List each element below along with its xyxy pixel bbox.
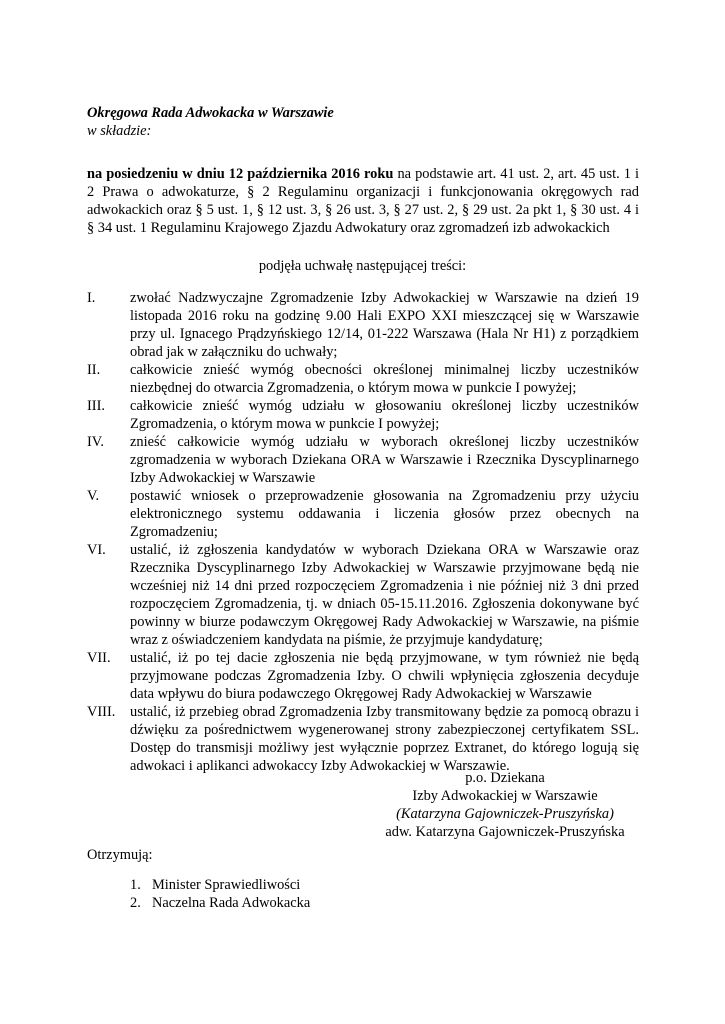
meeting-date: na posiedzeniu w dniu 12 października 2016 roku	[87, 166, 394, 182]
recipients-list	[130, 876, 310, 912]
list-item	[87, 649, 639, 703]
intro-paragraph	[87, 165, 639, 237]
item-number: VI.	[87, 542, 106, 558]
item-text: zwołać Nadzwyczajne Zgromadzenie Izby Adwokackiej w Warszawie na dzień 19 listopada 2016 roku na godzinę 9.00 Hali EXPO XXI mieszczącej się w Warszawie przy ul. Ignacego Prądzyńskiego 12/14, 01-222 Warszawa (Hala Nr H1) z porządkiem obrad jak w załączniku do uchwały;	[130, 290, 639, 360]
item-number: II.	[87, 362, 101, 378]
recipient-number: 1.	[130, 877, 141, 893]
item-text: całkowicie znieść wymóg udziału w głosowaniu określonej liczby uczestników Zgromadzenia, o którym mowa w punkcie I powyżej;	[130, 398, 639, 432]
item-number: VIII.	[87, 704, 116, 720]
recipient-name: Naczelna Rada Adwokacka	[152, 895, 311, 911]
resolution-heading: podjęła uchwałę następującej treści:	[258, 258, 467, 274]
list-item	[130, 876, 310, 894]
signature-org: Izby Adwokackiej w Warszawie	[412, 788, 598, 804]
list-item	[87, 703, 639, 775]
list-item	[87, 487, 639, 541]
signature-title: p.o. Dziekana	[465, 770, 545, 786]
organization-name: Okręgowa Rada Adwokacka w Warszawie	[87, 105, 334, 121]
resolution-items	[87, 289, 639, 775]
list-item	[87, 397, 639, 433]
recipient-number: 2.	[130, 895, 141, 911]
item-text: ustalić, iż przebieg obrad Zgromadzenia Izby transmitowany będzie za pomocą obrazu i dźwięku za pośrednictwem wygenerowanej strony zabezpieczonej certyfikatem SSL. Dostęp do transmisji możliwy jest wyłącznie poprzez Extranet, do którego logują się adwokaci i aplikanci adwokaccy Izby Adwokackiej w Warszawie.	[130, 704, 639, 774]
list-item	[87, 433, 639, 487]
item-text: ustalić, iż zgłoszenia kandydatów w wyborach Dziekana ORA w Warszawie oraz Rzecznika Dyscyplinarnego Izby Adwokackiej w Warszawie przyjmowane będą nie wcześniej niż 14 dni przed rozpoczęciem Zgromadzenia i nie później niż 3 dni przed rozpoczęciem Zgromadzenia, tj. w dniach 05-15.11.2016. Zgłoszenia dokonywane być powinny w biurze podawczym Okręgowej Rady Adwokackiej w Warszawie, na piśmie wraz z oświadczeniem kandydata na piśmie, że przyjmuje kandydaturę;	[130, 542, 639, 648]
list-item	[87, 541, 639, 649]
header	[87, 104, 334, 140]
item-text: postawić wniosek o przeprowadzenie głosowania na Zgromadzeniu przy użyciu elektronicznego systemu oddawania i liczenia głosów przez obecnych na Zgromadzeniu;	[130, 488, 639, 540]
recipients-label: Otrzymują:	[87, 847, 153, 863]
legal-basis: na podstawie art. 41 ust. 2, art. 45 ust. 1 i 2 Prawa o adwokaturze, § 2 Regulaminu organizacji i funkcjonowania okręgowych rad adwokackich oraz § 5 ust. 1, § 12 ust. 3, § 26 ust. 3, § 27 ust. 2, § 29 ust. 2a pkt 1, § 30 ust. 4 i § 34 ust. 1 Regulaminu Krajowego Zjazdu Adwokatury oraz zgromadzeń izb adwokackich	[87, 166, 640, 236]
list-item	[130, 894, 310, 912]
item-text: całkowicie znieść wymóg obecności określonej minimalnej liczby uczestników niezbędnej do otwarcia Zgromadzenia, o którym mowa w punkcie I powyżej;	[130, 362, 639, 396]
item-text: znieść całkowicie wymóg udziału w wyborach określonej liczby uczestników zgromadzenia w wyborach Dziekana ORA w Warszawie i Rzecznika Dyscyplinarnego Izby Adwokackiej w Warszawie	[130, 434, 639, 486]
list-item	[87, 289, 639, 361]
signature-name-italic: (Katarzyna Gajowniczek-Pruszyńska)	[396, 806, 614, 822]
item-text: ustalić, iż po tej dacie zgłoszenia nie będą przyjmowane, w tym również nie będą przyjmowane podczas Zgromadzenia Izby. O chwili wpłynięcia zgłoszenia decyduje data wpływu do biura podawczego Okręgowej Rady Adwokackiej w Warszawie	[130, 650, 639, 702]
signature-block	[370, 769, 640, 841]
signature-name: adw. Katarzyna Gajowniczek-Pruszyńska	[385, 824, 625, 840]
item-number: VII.	[87, 650, 111, 666]
item-number: IV.	[87, 434, 104, 450]
list-item	[87, 361, 639, 397]
item-number: III.	[87, 398, 105, 414]
composition-label: w składzie:	[87, 123, 152, 139]
item-number: I.	[87, 290, 96, 306]
item-number: V.	[87, 488, 100, 504]
recipient-name: Minister Sprawiedliwości	[152, 877, 301, 893]
